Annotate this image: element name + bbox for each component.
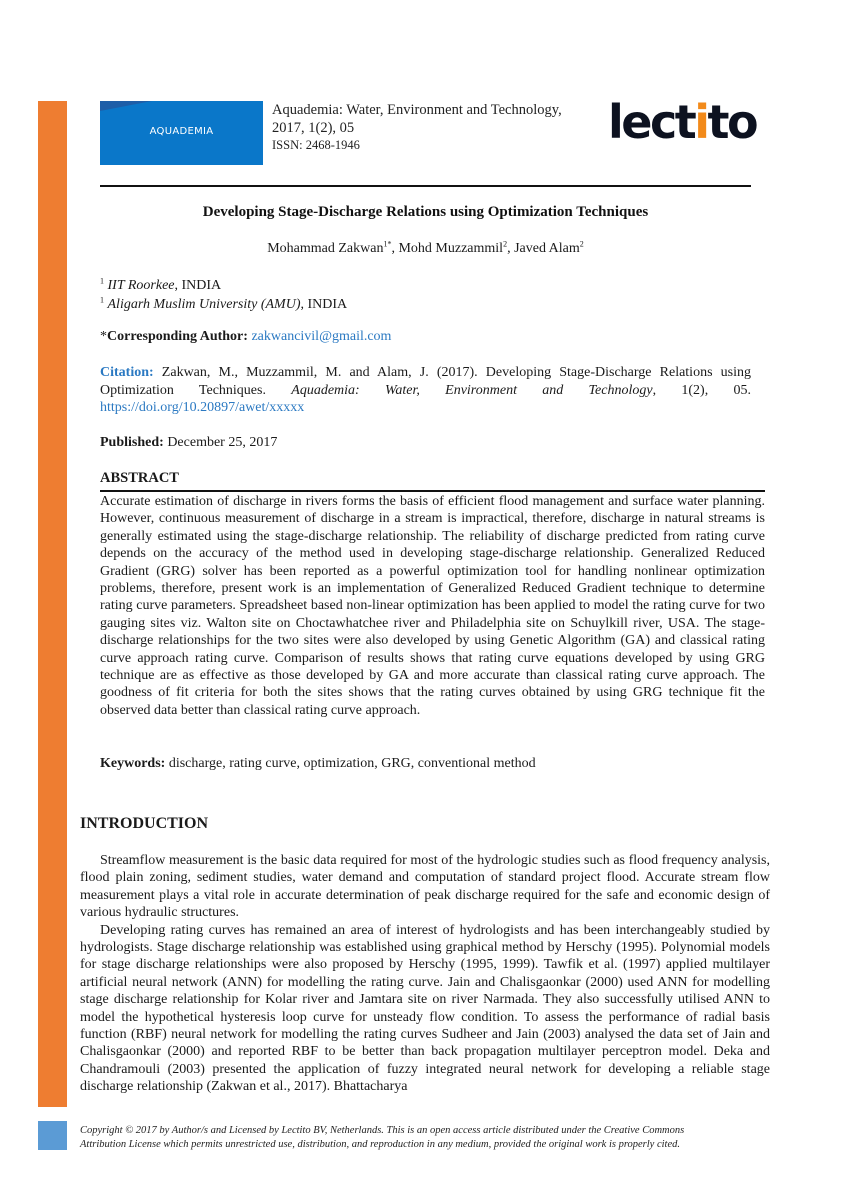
footer-blue-square	[38, 1121, 67, 1150]
published-value: December 25, 2017	[163, 435, 278, 450]
author-separator: ,	[507, 241, 515, 256]
abstract-heading: ABSTRACT	[100, 470, 179, 486]
corresponding-asterisk: *	[100, 329, 107, 344]
citation-volume: , 1(2), 05.	[652, 382, 751, 398]
author-separator: ,	[391, 241, 399, 256]
affiliation-country: , INDIA	[174, 278, 222, 293]
abstract-text: Accurate estimation of discharge in rivers forms the basis of efficient flood management and surface water planning. However, continuous measurement of discharge in a stream is impractical, therefore, discharge in natural streams is generally estimated using the stage-discharge relationship. The reliability of discharge predicted from rating curve depends on the accuracy of the method used in developing stage-discharge relationship. Generalized Reduced Gradient (GRG) solver has been reported as a powerful optimization tool for handling nonlinear optimization problems, therefore, present work is an implementation of Generalized Reduced Gradient technique to determine rating curve parameters. Spreadsheet based non-linear optimization has been applied to model the rating curve for two gauging sites viz. Walton site on Choctawhatchee river and Philadelphia site on Schuylkill river, USA. The stage-discharge relationships for the two sites were also developed by using Genetic Algorithm (GA) and classical rating curve approach rating curve. Comparison of results shows that rating curve equations developed by using GRG technique are as effective as those developed by GA and more accurate than classical rating curve approach. The goodness of fit criteria for both the sites shows that the rating curves obtained by using GRG technique fit the observed data better than classical rating curve approach.	[100, 494, 765, 718]
published-label: Published:	[100, 435, 164, 450]
introduction-paragraph: Streamflow measurement is the basic data required for most of the hydrologic studies such as flood frequency analysis, flood plain zoning, sediment studies, water demand and computation of standard project flood. Accurate stream flow measurement plays a vital role in accurate determination of peak discharge required for the safe and economic design of various hydraulic structures.	[80, 853, 770, 921]
affiliation-mark: 1	[100, 295, 104, 305]
author-affiliation-mark: 1*	[383, 239, 392, 249]
journal-info	[272, 101, 562, 153]
aquademia-logo-text: AQUADEMIA	[149, 126, 214, 137]
copyright-line: Copyright © 2017 by Author/s and Licensed by Lectito BV, Netherlands. This is an open access article distributed under the Creative Commons	[80, 1125, 685, 1136]
affiliation-country: , INDIA	[300, 297, 348, 312]
published-date	[100, 435, 277, 451]
lectito-logo-part: to	[707, 95, 757, 149]
author-affiliation-mark: 2	[579, 239, 584, 249]
article-title: Developing Stage-Discharge Relations using Optimization Techniques	[202, 204, 649, 220]
aquademia-logo	[100, 101, 263, 165]
affiliation-institution: Aligarh Muslim University (AMU)	[107, 297, 301, 312]
citation-label: Citation:	[100, 365, 154, 380]
copyright-line: Attribution License which permits unrestricted use, distribution, and reproduction in any medium, provided the original work is properly cited.	[80, 1139, 680, 1150]
affiliation-mark: 1	[100, 276, 104, 286]
journal-name: Aquademia: Water, Environment and Technology,	[272, 102, 562, 118]
lectito-logo	[608, 96, 756, 148]
author-name: Javed Alam	[514, 241, 580, 256]
orange-side-bar	[38, 101, 67, 1107]
journal-volume: 2017, 1(2), 05	[272, 120, 355, 136]
copyright-notice	[80, 1124, 780, 1152]
citation-journal: Aquademia: Water, Environment and Technology	[291, 382, 653, 398]
affiliation	[100, 276, 221, 295]
keywords-label: Keywords:	[100, 756, 166, 771]
author-list	[100, 241, 751, 257]
citation-block	[100, 364, 751, 417]
corresponding-label: Corresponding Author:	[107, 329, 248, 344]
lectito-logo-accent: i	[694, 95, 708, 149]
author-affiliation-mark: 2	[503, 239, 508, 249]
journal-issn: ISSN: 2468-1946	[272, 138, 360, 152]
introduction-heading: INTRODUCTION	[80, 815, 209, 832]
citation-text: Zakwan, M., Muzzammil, M. and Alam, J. (2017). Developing Stage-Discharge Relations using Optimization Techniques.	[100, 365, 751, 398]
keywords-value: discharge, rating curve, optimization, GRG, conventional method	[165, 756, 536, 771]
header-divider	[100, 185, 751, 187]
logo-corner-accent	[100, 101, 152, 111]
corresponding-email-link[interactable]: zakwancivil@gmail.com	[251, 329, 392, 344]
author-name: Mohammad Zakwan	[267, 241, 384, 256]
introduction-paragraph: Developing rating curves has remained an area of interest of hydrologists and has been interchangeably studied by hydrologists. Stage discharge relationship was established using graphical method by Herschy (1995). Polynomial models for stage discharge relationships were also proposed by Herschy (1995, 1999). Tawfik et al. (1997) applied multilayer artificial neural network (ANN) for modelling the rating curve. Jain and Chalisgaonkar (2000) used ANN for modelling stage discharge relationship for Kolar river and Jamtara site on river Narmada. They also successfully utilised ANN to model the hypothetical hysteresis loop curve for unsteady flow condition. To assess the performance of radial basis function (RBF) neural network for modelling the rating curves Sudheer and Jain (2003) analysed the data set of Jain and Chalisgaonkar (2000) and reported RBF to be better than back propagation multilayer perceptron model. Deka and Chandramouli (2003) presented the application of fuzzy integrated neural network for developing a reliable stage discharge relationship (Zakwan et al., 2017). Bhattacharya	[80, 922, 770, 1095]
abstract-divider	[100, 490, 765, 492]
corresponding-author	[100, 329, 391, 345]
keywords	[100, 756, 536, 772]
affiliation	[100, 295, 347, 314]
citation-doi-link[interactable]: https://doi.org/10.20897/awet/xxxxx	[100, 400, 305, 415]
introduction-body	[80, 852, 770, 1096]
lectito-logo-part: lect	[608, 95, 695, 149]
affiliation-institution: IIT Roorkee	[107, 278, 175, 293]
author-name: Mohd Muzzammil	[398, 241, 504, 256]
